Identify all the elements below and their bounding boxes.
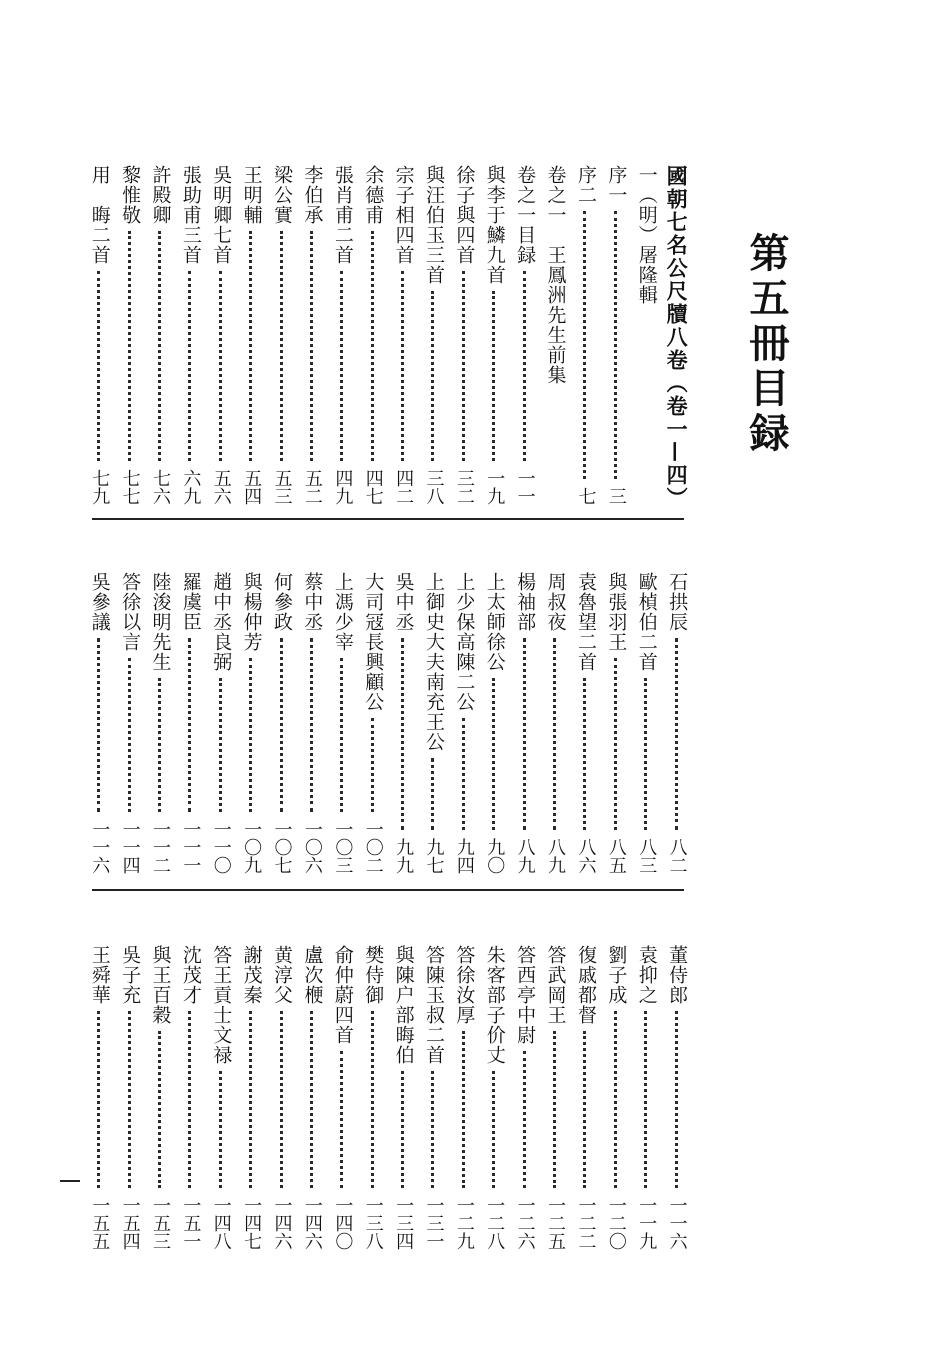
toc-entry-title: 謝茂秦 xyxy=(240,945,263,1005)
toc-entry-page: 一一〇 xyxy=(210,820,232,874)
toc-entry-page: 一五四 xyxy=(119,1196,141,1250)
toc-entry xyxy=(236,945,266,1250)
dot-leader xyxy=(431,1071,438,1188)
toc-entry-page: 一九 xyxy=(484,469,506,505)
toc-entry-page: 八五 xyxy=(605,838,627,874)
toc-entry xyxy=(661,945,691,1250)
dot-leader xyxy=(583,211,590,479)
toc-entry xyxy=(631,165,661,505)
toc-entry xyxy=(84,165,114,505)
toc-entry-title: 李伯承 xyxy=(301,165,324,225)
toc-entry-page: 一四〇 xyxy=(332,1196,354,1250)
toc-entry xyxy=(570,945,600,1250)
dot-leader xyxy=(219,678,226,812)
dot-leader xyxy=(675,638,682,830)
toc-entry-title: 與李于鱗九首 xyxy=(483,165,506,285)
toc-entry-page: 八三 xyxy=(636,838,658,874)
toc-entry-page: 一一一 xyxy=(180,820,202,874)
toc-entry-title: 序一 xyxy=(605,165,628,205)
toc-entry xyxy=(266,945,296,1250)
toc-entry-title: 楊䄂部 xyxy=(514,572,537,632)
toc-entry xyxy=(358,945,388,1250)
toc-entry-title: 與楊仲芳 xyxy=(240,572,263,652)
dot-leader xyxy=(188,638,195,812)
toc-entry-page: 一〇三 xyxy=(332,820,354,874)
dot-leader xyxy=(280,638,287,812)
toc-entry-title: 黄淳父 xyxy=(271,945,294,1005)
dot-leader xyxy=(188,1011,195,1188)
dot-leader xyxy=(158,1031,165,1188)
dot-leader xyxy=(583,1031,590,1188)
toc-entry xyxy=(509,165,539,505)
dot-leader xyxy=(462,271,469,461)
dot-leader xyxy=(249,1011,256,1188)
toc-entry-title: 答徐汝厚 xyxy=(453,945,476,1025)
toc-entry-page: 一二六 xyxy=(514,1196,536,1250)
toc-entry-title: 吳子充 xyxy=(119,945,142,1005)
toc-entry-page: 一二八 xyxy=(484,1196,506,1250)
dot-leader xyxy=(553,1031,560,1188)
dot-leader xyxy=(371,1011,378,1188)
toc-entry xyxy=(114,945,144,1250)
toc-entry-title: 卷之一 王鳳洲先生前集 xyxy=(544,165,567,385)
toc-entry-title: 答徐以言 xyxy=(119,572,142,652)
toc-entry-page: 七七 xyxy=(119,469,141,505)
dot-leader xyxy=(523,271,530,461)
dot-leader xyxy=(219,271,226,461)
toc-entry-page: 五二 xyxy=(301,469,323,505)
dot-leader xyxy=(431,291,438,461)
toc-entry xyxy=(297,945,327,1250)
dot-leader xyxy=(249,658,256,812)
toc-entry-page: 五三 xyxy=(271,469,293,505)
toc-entry xyxy=(266,572,296,874)
toc-entry-title: 樊侍御 xyxy=(362,945,385,1005)
toc-entry-title: 答西亭中尉 xyxy=(514,945,537,1045)
dot-leader xyxy=(340,1051,347,1188)
dot-leader xyxy=(462,718,469,830)
dot-leader xyxy=(492,1071,499,1188)
toc-entry xyxy=(206,572,236,874)
volume-title: 第五冊目録 xyxy=(743,232,790,457)
toc-entry xyxy=(206,945,236,1250)
toc-entry-page: 一二〇 xyxy=(605,1196,627,1250)
toc-entry-title: 俞仲蔚四首 xyxy=(331,945,354,1045)
toc-entry xyxy=(570,572,600,874)
toc-entry-page: 一一六 xyxy=(666,1196,688,1250)
toc-entry-title: 石拱辰 xyxy=(666,572,689,632)
toc-entry xyxy=(206,165,236,505)
toc-entry-title: 張助甫三首 xyxy=(179,165,202,265)
toc-entry xyxy=(327,945,357,1250)
toc-entry-page: 三八 xyxy=(423,469,445,505)
dot-leader xyxy=(614,658,621,830)
toc-entry-page: 三二 xyxy=(453,469,475,505)
toc-entry-page: 一一九 xyxy=(636,1196,658,1250)
toc-entry xyxy=(449,572,479,874)
toc-entry-title: 大司冦長興顧公 xyxy=(362,572,385,712)
dot-leader xyxy=(401,1071,408,1188)
toc-entry xyxy=(449,945,479,1250)
dot-leader xyxy=(128,1011,135,1188)
dot-leader xyxy=(97,638,104,812)
toc-entry xyxy=(145,572,175,874)
toc-entry-page: 九四 xyxy=(453,838,475,874)
toc-entry-page: 一一四 xyxy=(119,820,141,874)
dot-leader xyxy=(340,271,347,461)
toc-entry xyxy=(418,945,448,1250)
toc-entry-page: 一五五 xyxy=(89,1196,111,1250)
toc-entry-page: 一〇九 xyxy=(241,820,263,874)
toc-entry xyxy=(540,945,570,1250)
toc-entry xyxy=(479,165,509,505)
dot-leader xyxy=(158,678,165,812)
toc-entry-title: 王舜華 xyxy=(88,945,111,1005)
toc-entry-title: 答武岡王 xyxy=(544,945,567,1025)
toc-entry-page: 一二二 xyxy=(575,1196,597,1250)
toc-entry xyxy=(540,165,570,505)
toc-entry xyxy=(631,572,661,874)
toc-entry xyxy=(570,165,600,505)
toc-entry xyxy=(145,165,175,505)
toc-entry xyxy=(479,945,509,1250)
dot-leader xyxy=(310,231,317,461)
toc-entry xyxy=(84,572,114,874)
toc-entry-page: 七 xyxy=(575,487,597,505)
dot-leader xyxy=(644,1011,651,1188)
toc-entry-title: 與王百穀 xyxy=(149,945,172,1025)
toc-entry xyxy=(297,572,327,874)
toc-entry-page: 四二 xyxy=(393,469,415,505)
toc-entry-page: 八六 xyxy=(575,838,597,874)
toc-entry-title: 與張羽王 xyxy=(605,572,628,652)
toc-entry-page: 一三八 xyxy=(362,1196,384,1250)
page-number-mark xyxy=(60,1180,80,1182)
section-divider xyxy=(92,518,684,520)
toc-entry-title: 卷之一目録 xyxy=(514,165,537,265)
toc-entry-title: 答陳玉叔二首 xyxy=(422,945,445,1065)
dot-leader xyxy=(401,271,408,461)
toc-entry-page: 一一二 xyxy=(149,820,171,874)
toc-entry-title: 陸浚明先生 xyxy=(149,572,172,672)
dot-leader xyxy=(310,638,317,812)
toc-entry xyxy=(175,945,205,1250)
toc-entry xyxy=(175,572,205,874)
toc-entry-page: 五四 xyxy=(241,469,263,505)
toc-entry-page: 四七 xyxy=(362,469,384,505)
dot-leader xyxy=(462,1031,469,1188)
dot-leader xyxy=(249,231,256,461)
toc-section-3 xyxy=(84,945,692,1250)
toc-entry-title: 宗子相四首 xyxy=(392,165,415,265)
toc-entry-page: 一五三 xyxy=(149,1196,171,1250)
toc-entry-page: 七六 xyxy=(149,469,171,505)
dot-leader xyxy=(340,658,347,812)
toc-entry-title: 梁公實 xyxy=(271,165,294,225)
dot-leader xyxy=(310,1011,317,1188)
toc-entry-page: 一一 xyxy=(514,469,536,505)
dot-leader xyxy=(219,1071,226,1188)
toc-entry xyxy=(297,165,327,505)
toc-entry-title: 吳參議 xyxy=(88,572,111,632)
toc-entry-title: 上太師徐公 xyxy=(483,572,506,672)
toc-entry-title: 王明輔 xyxy=(240,165,263,225)
toc-entry-title: 與汪伯玉三首 xyxy=(422,165,445,285)
toc-entry xyxy=(358,572,388,874)
toc-section-2 xyxy=(84,572,692,874)
collection-heading xyxy=(661,165,691,510)
toc-entry-title: 周叔夜 xyxy=(544,572,567,632)
toc-entry-title: 趙中丞良弼 xyxy=(210,572,233,672)
toc-entry-page: 九七 xyxy=(423,838,445,874)
section-divider xyxy=(92,889,684,891)
toc-entry-title: 上御史大夫南充王公 xyxy=(422,572,445,752)
toc-entry xyxy=(479,572,509,874)
toc-entry xyxy=(601,945,631,1250)
toc-entry-page: 一五一 xyxy=(180,1196,202,1250)
toc-entry-title: 黎惟敬 xyxy=(119,165,142,225)
toc-entry-page: 一〇二 xyxy=(362,820,384,874)
dot-leader xyxy=(614,1011,621,1188)
toc-entry-title: 歐楨伯二首 xyxy=(635,572,658,672)
dot-leader xyxy=(492,291,499,461)
toc-entry-page: 一〇七 xyxy=(271,820,293,874)
toc-entry-title: 劉子成 xyxy=(605,945,628,1005)
toc-entry-title: 答王貢士文禄 xyxy=(210,945,233,1065)
toc-entry-page: 一四六 xyxy=(271,1196,293,1250)
toc-entry-title: 與陳户部晦伯 xyxy=(392,945,415,1065)
toc-entry xyxy=(509,572,539,874)
toc-entry-page: 一〇六 xyxy=(301,820,323,874)
dot-leader xyxy=(128,231,135,461)
toc-entry xyxy=(236,572,266,874)
dot-leader xyxy=(97,271,104,461)
toc-entry xyxy=(236,165,266,505)
dot-leader xyxy=(553,638,560,830)
toc-entry-page: 一二九 xyxy=(453,1196,475,1250)
toc-entry xyxy=(509,945,539,1250)
toc-entry xyxy=(327,165,357,505)
toc-entry xyxy=(388,945,418,1250)
toc-entry xyxy=(145,945,175,1250)
toc-entry-page: 五六 xyxy=(210,469,232,505)
toc-entry-title: 許殿卿 xyxy=(149,165,172,225)
dot-leader xyxy=(523,1051,530,1188)
toc-entry xyxy=(449,165,479,505)
dot-leader xyxy=(280,231,287,461)
toc-entry-title: 序二 xyxy=(574,165,597,205)
dot-leader xyxy=(280,1011,287,1188)
dot-leader xyxy=(583,678,590,830)
toc-entry xyxy=(601,165,631,505)
dot-leader xyxy=(188,271,195,461)
toc-entry-title: 何參政 xyxy=(271,572,294,632)
dot-leader xyxy=(371,718,378,812)
toc-entry-title: 羅虞臣 xyxy=(179,572,202,632)
toc-entry xyxy=(358,165,388,505)
toc-entry-title: 董侍郎 xyxy=(666,945,689,1005)
dot-leader xyxy=(371,231,378,461)
toc-entry-page: 八二 xyxy=(666,838,688,874)
toc-entry-page: 一二五 xyxy=(545,1196,567,1250)
toc-entry xyxy=(114,165,144,505)
collection-title: 國朝七名公尺牘八卷（卷一—四） xyxy=(664,165,690,510)
toc-entry-title: 蔡中丞 xyxy=(301,572,324,632)
toc-entry-page: 七九 xyxy=(89,469,111,505)
toc-entry-title: 上少保高陳二公 xyxy=(453,572,476,712)
toc-entry-page: 一四七 xyxy=(241,1196,263,1250)
toc-entry xyxy=(175,165,205,505)
dot-leader xyxy=(431,758,438,830)
toc-entry-page: 一四八 xyxy=(210,1196,232,1250)
toc-entry xyxy=(84,945,114,1250)
dot-leader xyxy=(675,1011,682,1188)
toc-entry-title: 上馮少宰 xyxy=(331,572,354,652)
toc-entry-page: 四九 xyxy=(332,469,354,505)
toc-entry-page: 八九 xyxy=(545,838,567,874)
toc-entry xyxy=(540,572,570,874)
dot-leader xyxy=(97,1011,104,1188)
dot-leader xyxy=(158,231,165,461)
toc-entry xyxy=(661,572,691,874)
toc-entry-title: 徐子與四首 xyxy=(453,165,476,265)
dot-leader xyxy=(401,638,408,830)
toc-entry xyxy=(601,572,631,874)
toc-entry xyxy=(388,165,418,505)
toc-entry-page: 三 xyxy=(605,487,627,505)
toc-entry-title: 袁魯望二首 xyxy=(574,572,597,672)
toc-section-1 xyxy=(84,165,692,510)
toc-entry-page: 一三四 xyxy=(393,1196,415,1250)
toc-entry-page: 一四六 xyxy=(301,1196,323,1250)
toc-entry-title: 復戚都督 xyxy=(574,945,597,1025)
toc-entry-title: 盧次楩 xyxy=(301,945,324,1005)
toc-entry-title: 吳中丞 xyxy=(392,572,415,632)
dot-leader xyxy=(128,658,135,812)
toc-entry-page: 一一六 xyxy=(89,820,111,874)
toc-entry-page: 九〇 xyxy=(484,838,506,874)
toc-entry-title: 袁抑之 xyxy=(635,945,658,1005)
dot-leader xyxy=(492,678,499,830)
toc-entry-title: 沈茂才 xyxy=(179,945,202,1005)
dot-leader xyxy=(614,211,621,479)
toc-entry-title: 一（明）屠隆輯 xyxy=(635,165,658,305)
toc-entry xyxy=(266,165,296,505)
toc-entry-title: 吳明卿七首 xyxy=(210,165,233,265)
toc-entry xyxy=(418,165,448,505)
toc-entry-page: 九九 xyxy=(393,838,415,874)
toc-entry xyxy=(327,572,357,874)
toc-entry-page: 八九 xyxy=(514,838,536,874)
toc-entry-title: 用 晦二首 xyxy=(88,165,111,265)
toc-entry-title: 余德甫 xyxy=(362,165,385,225)
toc-entry-page: 六九 xyxy=(180,469,202,505)
toc-entry-title: 張肖甫二首 xyxy=(331,165,354,265)
toc-entry-title: 朱客部子价丈 xyxy=(483,945,506,1065)
toc-entry xyxy=(388,572,418,874)
toc-entry-page: 一三一 xyxy=(423,1196,445,1250)
dot-leader xyxy=(644,678,651,830)
toc-entry xyxy=(631,945,661,1250)
toc-entry xyxy=(418,572,448,874)
dot-leader xyxy=(523,638,530,830)
toc-entry xyxy=(114,572,144,874)
